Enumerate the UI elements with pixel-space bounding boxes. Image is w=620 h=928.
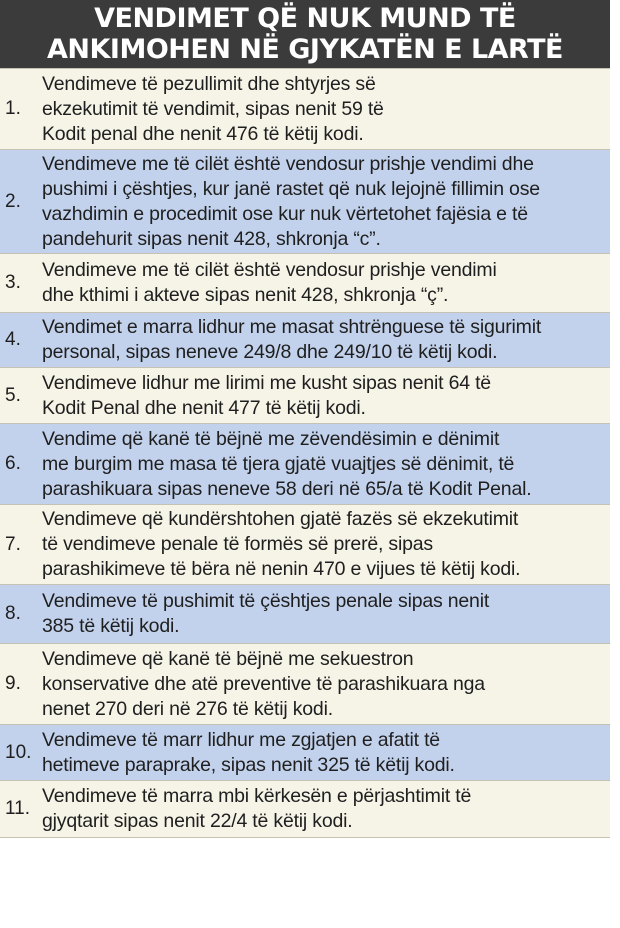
item-number: 10. [5,741,32,763]
item-text [42,507,610,582]
item-text-line: pandehurit sipas nenit 428, shkronja “c”. [42,227,381,250]
item-text [42,152,610,252]
list-item [0,584,610,643]
item-text [42,258,610,308]
item-text-line: 385 të këtij kodi. [42,615,180,637]
item-text-line: Vendimeve me të cilët është vendosur prishje vendimi dhe [42,152,534,175]
list-item [0,367,610,423]
item-number: 7. [5,533,21,555]
item-text-line: Vendimeve të pushimit të çështjes penale sipas nenit [42,590,490,612]
item-text-line: dhe kthimi i akteve sipas nenit 428, shkronja “ç”. [42,284,449,306]
item-number: 4. [5,329,21,350]
item-text-line: të vendimeve penale të formës së prerë, sipas [42,533,433,555]
header-banner [0,0,610,68]
item-text-line: Vendimeve që kundërshtohen gjatë fazës së ekzekutimit [42,508,519,530]
decision-list [0,68,610,838]
item-number: 11. [5,798,31,819]
item-text-line: Kodit penal dhe nenit 476 të këtij kodi. [42,122,364,145]
list-item [0,68,610,149]
item-text-line: Vendimeve lidhur me lirimi me kusht sipas nenit 64 të [42,371,491,394]
item-number: 9. [5,673,21,694]
item-text-line: parashikuara sipas neneve 58 deri në 65/a të Kodit Penal. [42,477,532,500]
item-text [42,315,610,365]
item-text-line: Kodit Penal dhe nenit 477 të këtij kodi. [42,396,366,419]
item-text-line: me burgim me masa të tjera gjatë vuajtjes së dënimit, të [42,452,515,475]
item-number: 1. [5,98,21,119]
header-title-line-2: ANKIMOHEN NË GJYKATËN E LARTË [47,34,563,65]
item-text-line: Vendimeve të pezullimit dhe shtyrjes së [42,72,376,95]
list-item [0,149,610,253]
item-number: 3. [5,272,21,293]
item-text-line: Vendime që kanë të bëjnë me zëvendësimin e dënimit [42,427,500,450]
item-text [42,427,610,502]
item-text-line: gjyqtarit sipas nenit 22/4 të këtij kodi. [42,810,353,832]
item-text [42,728,610,778]
item-text-line: pushimi i çështjes, kur janë rastet që nuk lejojnë fillimin ose [42,177,540,200]
item-text-line: personal, sipas neneve 249/8 dhe 249/10 të këtij kodi. [42,341,498,363]
item-number: 8. [5,603,21,624]
item-number: 5. [5,384,21,406]
item-text-line: nenet 270 deri në 276 të këtij kodi. [42,697,333,720]
item-text-line: konservative dhe atë preventive të parashikuara nga [42,672,485,695]
list-item [0,724,610,780]
list-item [0,423,610,504]
item-text [42,72,610,147]
item-text [42,647,610,722]
item-text-line: Vendimeve me të cilët është vendosur prishje vendimi [42,259,497,281]
list-item [0,253,610,312]
item-text-line: Vendimeve të marr lidhur me zgjatjen e afatit të [42,728,440,751]
item-text-line: hetimeve paraprake, sipas nenit 325 të këtij kodi. [42,753,455,776]
list-item [0,504,610,584]
item-text-line: ekzekutimit të vendimit, sipas nenit 59 të [42,97,384,120]
item-text-line: vazhdimin e procedimit ose kur nuk vërtetohet fajësia e të [42,202,528,225]
list-item [0,312,610,367]
list-item [0,780,610,838]
item-text [42,589,610,639]
item-number: 2. [5,190,21,212]
item-text [42,784,610,834]
item-number: 6. [5,453,21,474]
item-text [42,371,610,421]
item-text-line: Vendimeve të marra mbi kërkesën e përjashtimit të [42,785,472,807]
item-text-line: Vendimeve që kanë të bëjnë me sekuestron [42,647,414,670]
list-item [0,643,610,724]
item-text-line: parashikimeve të bëra në nenin 470 e vijues të këtij kodi. [42,558,521,580]
header-title-line-1: VENDIMET QË NUK MUND TË [94,3,516,34]
item-text-line: Vendimet e marra lidhur me masat shtrënguese të sigurimit [42,316,542,338]
